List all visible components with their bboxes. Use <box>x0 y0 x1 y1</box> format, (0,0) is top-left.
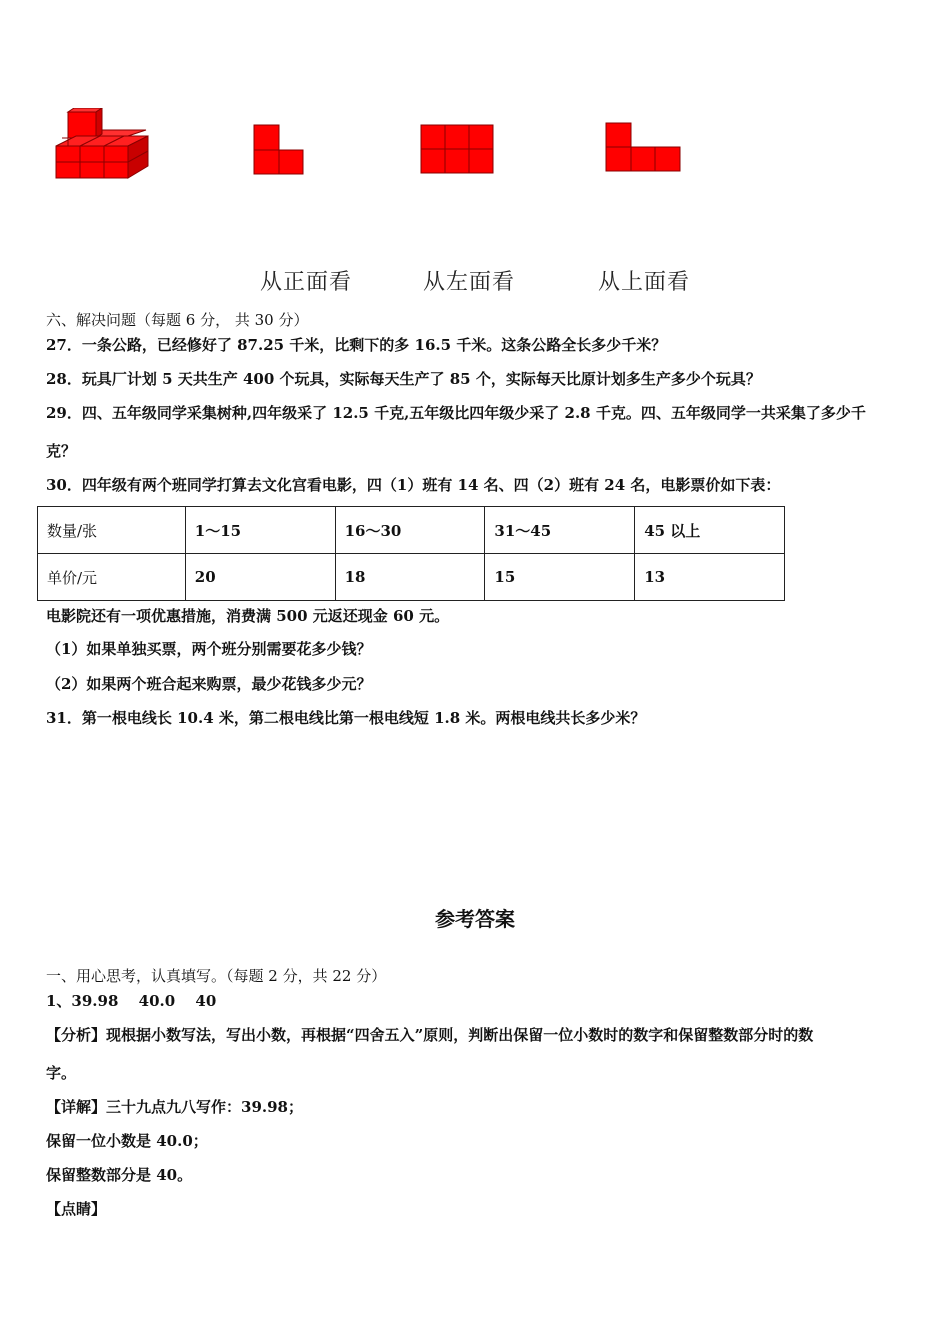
table-cell: 31～45 <box>485 507 635 554</box>
front-view-label: 从正面看 <box>260 270 353 295</box>
question-29-line2: 克？ <box>46 442 77 460</box>
detail-line3: 保留整数部分是 40。 <box>46 1166 193 1184</box>
table-cell: 45 以上 <box>635 507 785 554</box>
analysis-line2: 字。 <box>46 1064 77 1082</box>
question-31: 31．第一根电线长 10.4 米，第二根电线比第一根电线短 1.8 米。两根电线共长多少米？ <box>46 709 646 727</box>
table-cell: 15 <box>485 554 635 601</box>
answers-title: 参考答案 <box>435 907 515 931</box>
table-row <box>38 507 785 554</box>
comment-label: 【点睛】 <box>46 1200 107 1218</box>
top-view-figure <box>605 122 681 172</box>
table-cell: 1～15 <box>185 507 335 554</box>
detail-line2: 保留一位小数是 40.0； <box>46 1132 208 1150</box>
top-view-label: 从上面看 <box>598 270 691 295</box>
front-view-figure <box>253 124 305 176</box>
question-30: 30．四年级有两个班同学打算去文化宫看电影，四（1）班有 14 名、四（2）班有 24 名，电影票价如下表： <box>46 476 781 494</box>
question-27: 27．一条公路，已经修好了 87.25 千米，比剩下的多 16.5 千米。这条公路全长多少千米？ <box>46 336 667 354</box>
table-cell: 单价/元 <box>38 554 186 601</box>
table-cell: 13 <box>635 554 785 601</box>
table-row <box>38 554 785 601</box>
question-30-note: 电影院还有一项优惠措施，消费满 500 元返还现金 60 元。 <box>46 607 450 625</box>
answer-1: 1、39.98 40.0 40 <box>46 992 217 1010</box>
table-cell: 数量/张 <box>38 507 186 554</box>
ticket-price-table <box>37 506 785 601</box>
table-cell: 18 <box>335 554 485 601</box>
answers-section1-heading: 一、用心思考，认真填写。（每题 2 分，共 22 分） <box>46 967 387 985</box>
question-30-sub1: （1）如果单独买票，两个班分别需要花多少钱？ <box>46 640 372 658</box>
question-29-line1: 29．四、五年级同学采集树种,四年级采了 12.5 千克,五年级比四年级少采了 2.8 千克。四、五年级同学一共采集了多少千 <box>46 404 866 422</box>
table-cell: 16～30 <box>335 507 485 554</box>
question-30-sub2: （2）如果两个班合起来购票，最少花钱多少元？ <box>46 675 372 693</box>
analysis-line1: 【分析】现根据小数写法，写出小数，再根据“四舍五入”原则，判断出保留一位小数时的数字和保留整数部分时的数 <box>46 1026 814 1044</box>
left-view-label: 从左面看 <box>423 270 516 295</box>
table-cell: 20 <box>185 554 335 601</box>
cube-solid-figure <box>52 108 152 184</box>
question-28: 28．玩具厂计划 5 天共生产 400 个玩具，实际每天生产了 85 个，实际每天比原计划多生产多少个玩具？ <box>46 370 761 388</box>
left-view-figure <box>420 124 494 174</box>
section6-heading: 六、解决问题（每题 6 分， 共 30 分） <box>46 311 309 329</box>
detail-line1: 【详解】三十九点九八写作：39.98； <box>46 1098 303 1116</box>
